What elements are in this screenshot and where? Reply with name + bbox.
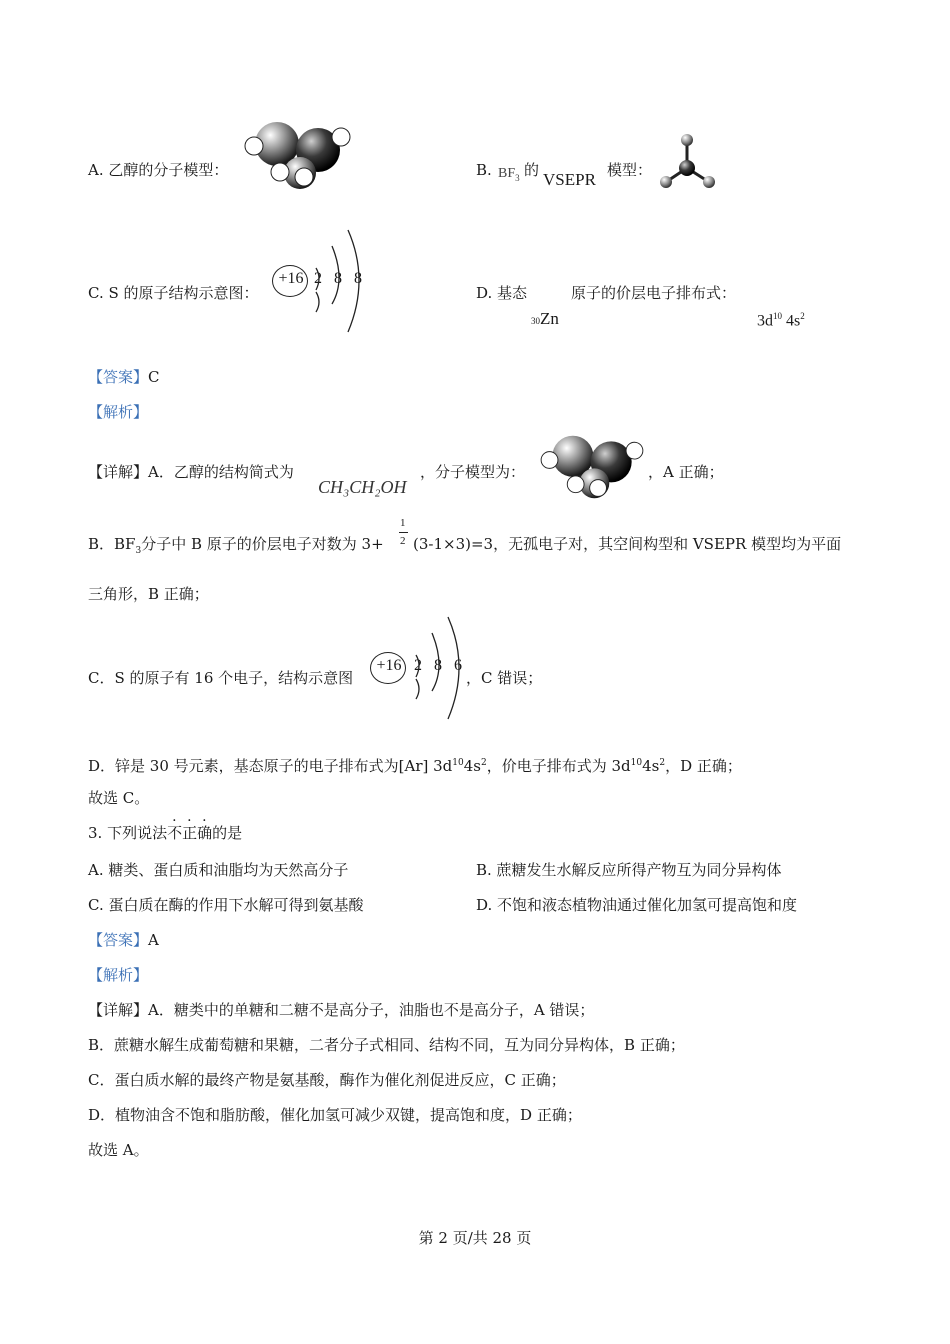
option-b-vsepr: VSEPR	[543, 170, 596, 189]
bf3-vsepr-model-image	[656, 130, 718, 190]
q2-answer: 【答案】C	[88, 368, 160, 386]
option-b-de: 的	[524, 161, 540, 179]
shell-2-electrons-2: 8	[434, 657, 442, 674]
q2-analysis-tag: 【解析】	[88, 403, 149, 421]
option-b-suffix: 模型：	[607, 161, 653, 179]
q2-conclusion: 故选 C。	[88, 789, 150, 807]
q3-analysis-tag: 【解析】	[88, 966, 149, 984]
electron-shell-arcs	[308, 226, 378, 336]
q2-detail-c-2: ，C 错误；	[466, 669, 543, 687]
atom	[679, 160, 695, 176]
q2-detail-a-3: ，A 正确；	[648, 463, 724, 481]
atom	[660, 176, 672, 188]
shell-1-electrons: 2	[314, 270, 322, 287]
bf3-formula: $BF_3$	[498, 166, 520, 183]
zn-symbol: 30Zn	[531, 309, 559, 328]
q2-detail-d: D．锌是 30 号元素，基态原子的电子排布式为[Ar] $3d^{10}4s^2$，价电子排布式为 $3d^{10}4s^2$，D 正确；	[88, 757, 742, 775]
atom	[703, 176, 715, 188]
fraction-denominator: 2	[400, 535, 406, 547]
q3-option-c: C. 蛋白质在酶的作用下水解可得到氨基酸	[88, 896, 364, 914]
option-c-label: C. S 的原子结构示意图：	[88, 284, 259, 302]
q3-detail-b: B．蔗糖水解生成葡萄糖和果糖，二者分子式相同、结构不同，互为同分异构体，B 正确；	[88, 1036, 685, 1054]
ethanol-model-image	[240, 118, 355, 193]
q2-detail-a: 【详解】A．乙醇的结构简式为	[88, 463, 294, 481]
atom	[271, 163, 289, 181]
q3-conclusion: 故选 A。	[88, 1141, 149, 1159]
fraction-numerator: 1	[400, 517, 406, 529]
q3-option-a: A. 糖类、蛋白质和油脂均为天然高分子	[88, 861, 349, 879]
option-a-label: A. 乙醇的分子模型：	[88, 161, 229, 179]
fraction-bar	[399, 532, 408, 533]
q3-option-d: D. 不饱和液态植物油通过催化加氢可提高饱和度	[476, 896, 798, 914]
option-d-label-b: 原子的价层电子排布式：	[571, 284, 737, 302]
q2-detail-a-2: ，分子模型为：	[420, 463, 526, 481]
nucleus-charge-2: +16	[376, 657, 402, 674]
option-d-label-a: D. 基态	[476, 284, 528, 302]
q3-detail-a: 【详解】A．糖类中的单糖和二糖不是高分子，油脂也不是高分子，A 错误；	[88, 1001, 595, 1019]
q2-detail-b-line2: 三角形，B 正确；	[88, 585, 209, 603]
page-footer: 第 2 页/共 28 页	[418, 1229, 532, 1247]
q3-detail-d: D．植物油含不饱和脂肪酸，催化加氢可减少双键，提高饱和度，D 正确；	[88, 1106, 582, 1124]
q3-stem: 3. 下列说法不正确的是	[88, 824, 243, 842]
atom	[245, 137, 263, 155]
atom	[332, 128, 350, 146]
ethanol-formula: CH₃CH₂OH	[318, 477, 407, 497]
option-b-label: B.	[476, 161, 492, 179]
shell-3-electrons-2: 6	[454, 657, 462, 674]
zn-valence-config: $3d^{10}$ $4s^2$	[757, 311, 805, 330]
ethanol-model-image-2	[537, 432, 647, 502]
q3-answer: 【答案】A	[88, 931, 159, 949]
shell-2-electrons: 8	[334, 270, 342, 287]
q3-option-b: B. 蔗糖发生水解反应所得产物互为同分异构体	[476, 861, 782, 879]
atom	[681, 134, 693, 146]
q2-detail-b-line1-c: (3-1×3)=3，无孤电子对，其空间构型和 VSEPR 模型均为平面	[413, 535, 842, 553]
shell-1-electrons-2: 2	[414, 657, 422, 674]
nucleus-charge: +16	[278, 270, 304, 287]
q2-detail-c: C．S 的原子有 16 个电子，结构示意图	[88, 669, 354, 687]
shell-3-electrons: 8	[354, 270, 362, 287]
q3-detail-c: C．蛋白质水解的最终产物是氨基酸，酶作为催化剂促进反应，C 正确；	[88, 1071, 566, 1089]
atom	[295, 168, 313, 186]
q2-detail-b-line1: B．$BF_3$分子中 B 原子的价层电子对数为 3+	[88, 535, 384, 556]
